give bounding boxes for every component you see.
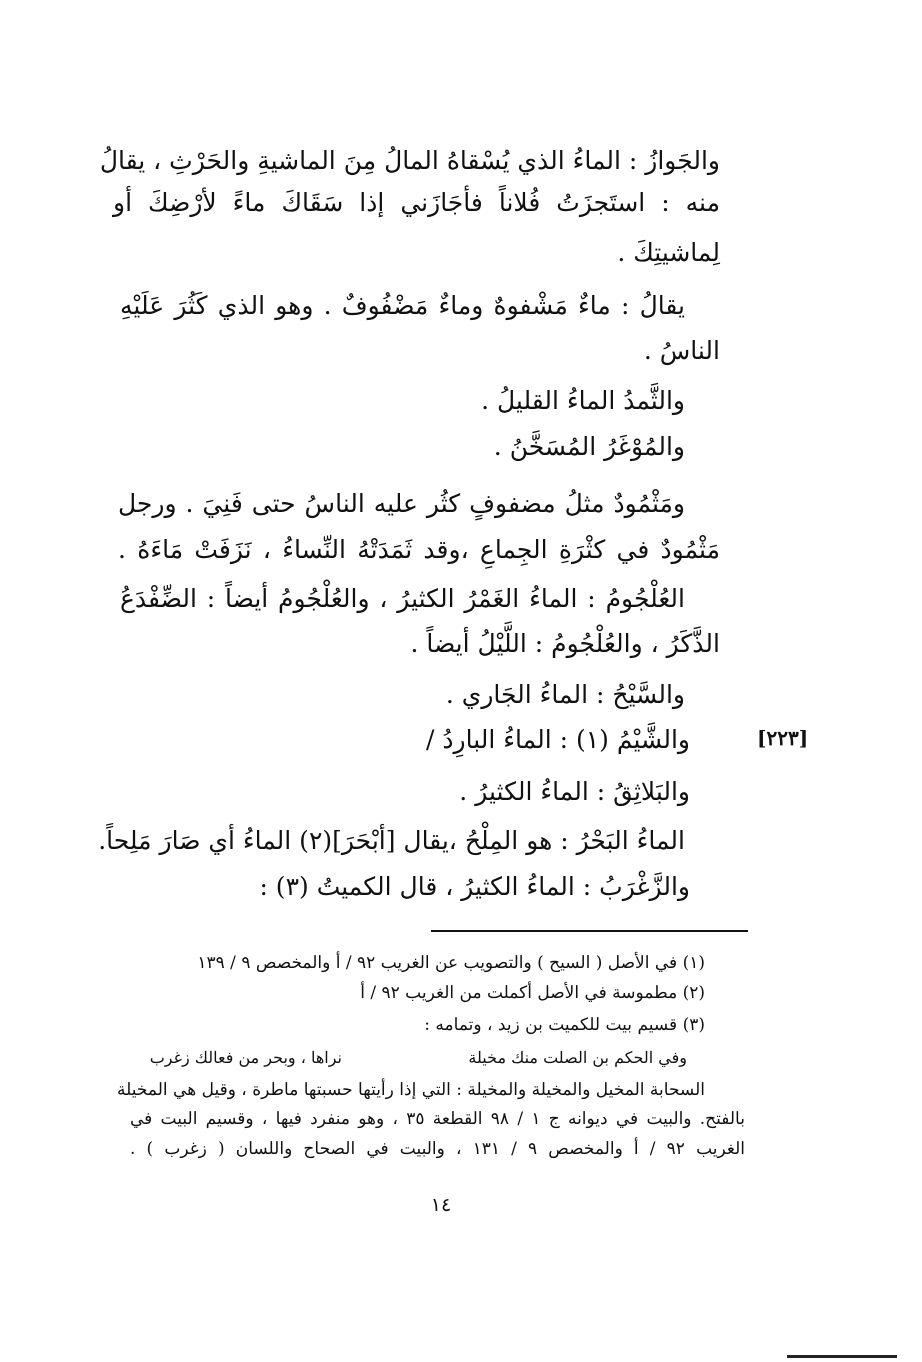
body-line-9: مَثْمُودٌ في كثْرَةِ الجِماعِ ،وقد ثَمَدَتْهُ النِّساءُ ، نَزَفَتْ مَاءَهُ .: [118, 535, 720, 564]
poem-first-hemistich: وفي الحكم بن الصلت منك مخيلة: [468, 1048, 687, 1067]
body-line-3: لِماشيتِكَ .: [617, 238, 720, 267]
poem-second-hemistich: نراها ، وبحر من فعالك زغرب: [149, 1048, 342, 1067]
body-line-8: ومَثْمُودٌ مثلُ مضفوفٍ كثُر عليه الناسُ حتى فَنِيَ . ورجل: [118, 489, 685, 518]
body-line-13: والشَّيْمُ (١) : الماءُ البارِدُ /: [426, 725, 690, 754]
body-line-1: والجَوازُ : الماءُ الذي يُسْقاهُ المالُ مِنَ الماشيةِ والحَرْثِ ، يقالُ: [99, 146, 720, 175]
footnote-3-line-3: بالفتح. والبيت في ديوانه ج ١ / ٩٨ القطعة ٣٥ ، وهو منفرد فيها ، وقسيم البيت في: [130, 1109, 745, 1129]
body-line-14: والبَلاثِقُ : الماءُ الكثيرُ .: [459, 777, 690, 806]
body-line-6: والثَّمدُ الماءُ القليلُ .: [481, 386, 685, 415]
body-line-12: والسَّيْحُ : الماءُ الجَاري .: [445, 680, 685, 709]
body-line-4: يقالُ : ماءٌ مَشْفوهٌ وماءٌ مَضْفُوفٌ . وهو الذي كَثُرَ عَلَيْهِ: [120, 291, 685, 320]
body-line-7: والمُوْغَرُ المُسَخَّنُ .: [493, 432, 685, 461]
footnote-3-line-2: السحابة المخيل والمخيلة والمخيلة : التي إذا رأيتها حسبتها ماطرة ، وقيل هي المخيلة: [117, 1080, 705, 1100]
footnote-2: (٢) مطموسة في الأصل أكملت من الغريب ٩٢ / أ: [360, 983, 705, 1003]
footnote-3-line-4: الغريب ٩٢ / أ والمخصص ٩ / ١٣١ ، والبيت في الصحاح واللسان ( زغرب ) .: [130, 1139, 745, 1159]
scan-edge-line: [787, 1355, 897, 1358]
page-number: ١٤: [430, 1194, 452, 1216]
body-line-15: الماءُ البَحْرُ : هو المِلْحُ ،يقال [أبْحَرَ](٢) الماءُ أي صَارَ مَلِحاً.: [98, 826, 685, 855]
margin-folio-note: [٢٢٣]: [757, 726, 809, 750]
body-line-16: والزَّغْرَبُ : الماءُ الكثيرُ ، قال الكميتُ (٣) :: [259, 872, 690, 901]
body-line-11: الذَّكَرُ ، والعُلْجُومُ : اللَّيْلُ أيضاً .: [410, 629, 720, 658]
footnote-3: (٣) قسيم بيت للكميت بن زيد ، وتمامه :: [424, 1015, 705, 1035]
footnote-1: (١) في الأصل ( السيح ) والتصويب عن الغريب ٩٢ / أ والمخصص ٩ / ١٣٩: [197, 953, 705, 973]
body-line-2: منه : استَجزَتُ فُلاناً فأجَازَني إذا سَقَاكَ ماءً لأرْضِكَ أو: [113, 188, 720, 217]
body-line-5: الناسُ .: [643, 336, 720, 365]
body-line-10: العُلْجُومُ : الماءُ الغَمْرُ الكثيرُ ، والعُلْجُومُ أيضاً : الضِّفْدَعُ: [120, 584, 685, 613]
footnote-separator: [431, 930, 748, 932]
